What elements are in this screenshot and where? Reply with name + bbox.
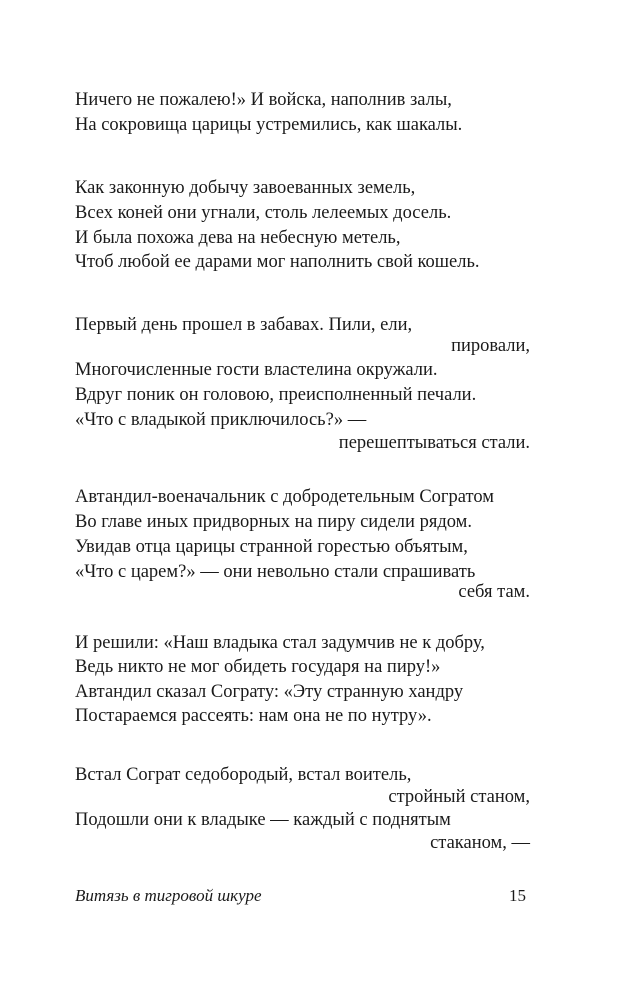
verse-line: Ничего не пожалею!» И войска, наполнив залы, [75,90,452,110]
verse-line: Ведь никто не мог обидеть государя на пиру!» [75,657,441,677]
verse-line-continuation: пировали, [451,336,530,356]
verse-line: Чтоб любой ее дарами мог наполнить свой кошель. [75,252,480,272]
verse-line: Автандил сказал Сограту: «Эту странную хандру [75,682,464,702]
verse-line: «Что с царем?» — они невольно стали спрашивать [75,562,476,582]
verse-line-continuation: себя там. [458,582,530,602]
running-footer-title: Витязь в тигровой шкуре [75,886,262,905]
verse-line: Встал Сограт седобородый, встал воитель, [75,765,412,785]
verse-line: Подошли они к владыке — каждый с поднятым [75,810,451,830]
verse-line: И решили: «Наш владыка стал задумчив не к добру, [75,633,485,653]
verse-line: Во главе иных придворных на пиру сидели рядом. [75,512,472,532]
verse-line: На сокровища царицы устремились, как шакалы. [75,115,463,135]
verse-line: Автандил-военачальник с добродетельным Согратом [75,487,494,507]
verse-line: Всех коней они угнали, столь лелеемых досель. [75,203,452,223]
verse-line: И была похожа дева на небесную метель, [75,228,401,248]
verse-line-continuation: стаканом, — [430,833,530,853]
verse-line-continuation: стройный станом, [388,787,530,807]
verse-line-continuation: перешептываться стали. [338,433,530,453]
verse-line: Постараемся рассеять: нам она не по нутру». [75,706,432,726]
verse-line: Вдруг поник он головою, преисполненный печали. [75,385,477,405]
verse-line: Многочисленные гости властелина окружали. [75,360,438,380]
verse-line: «Что с владыкой приключилось?» — [75,410,367,430]
verse-line: Первый день прошел в забавах. Пили, ели, [75,315,413,335]
verse-line: Увидав отца царицы странной горестью объятым, [75,537,468,557]
page-number: 15 [509,886,526,905]
verse-line: Как законную добычу завоеванных земель, [75,178,416,198]
